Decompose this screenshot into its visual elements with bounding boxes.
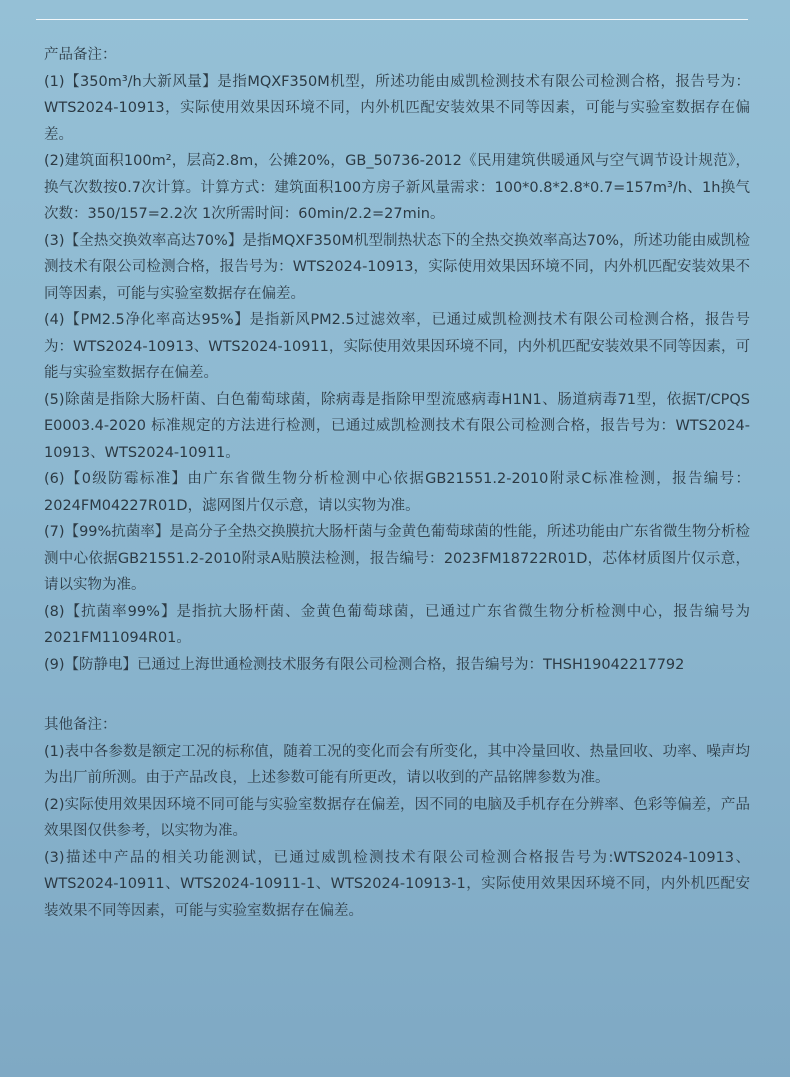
product-note-2: (2)建筑面积100m²，层高2.8m，公摊20%，GB_50736-2012《民用建筑供暖通风与空气调节设计规范》，换气次数按0.7次计算。计算方式：建筑面积100方房子新风量需求：100*0.8*2.8*0.7=157m³/h、1h换气次数：350/157=2.2次 1次所需时间：60min/2.2=27min。 (44, 153, 750, 222)
product-note-9: (9)【防静电】已通过上海世通检测技术服务有限公司检测合格，报告编号为：THSH19042217792 (44, 656, 685, 673)
section-gap (44, 678, 750, 712)
product-note-3: (3)【全热交换效率高达70%】是指MQXF350M机型制热状态下的全热交换效率高达70%，所述功能由威凯检测技术有限公司检测合格，报告号为：WTS2024-10913，实际使用效果因环境不同，内外机匹配安装效果不同等因素，可能与实验室数据存在偏差。 (44, 232, 750, 302)
product-note-4: (4)【PM2.5净化率高达95%】是指新风PM2.5过滤效率，已通过威凯检测技术有限公司检测合格，报告号为：WTS2024-10913、WTS2024-10911，实际使用效果因环境不同，内外机匹配安装效果不同等因素，可能与实验室数据存在偏差。 (44, 312, 750, 381)
other-note-2: (2)实际使用效果因环境不同可能与实验室数据存在偏差，因不同的电脑及手机存在分辨率、色彩等偏差，产品效果图仅供参考，以实物为准。 (44, 796, 750, 839)
other-note-1: (1)表中各参数是额定工况的标称值，随着工况的变化而会有所变化，其中冷量回收、热量回收、功率、噪声均为出厂前所测。由于产品改良，上述参数可能有所更改，请以收到的产品铭牌参数为准。 (44, 743, 750, 786)
product-notes-title: 产品备注： (44, 47, 117, 63)
other-notes-title: 其他备注： (44, 717, 117, 733)
product-note-8: (8)【抗菌率99%】是指抗大肠杆菌、金黄色葡萄球菌，已通过广东省微生物分析检测中心，报告编号为2021FM11094R01。 (44, 603, 750, 646)
product-note-1: (1)【350m³/h大新风量】是指MQXF350M机型，所述功能由威凯检测技术有限公司检测合格，报告号为：WTS2024-10913，实际使用效果因环境不同，内外机匹配安装效果不同等因素，可能与实验室数据存在偏差。 (44, 73, 750, 143)
other-note-3: (3)描述中产品的相关功能测试，已通过威凯检测技术有限公司检测合格报告号为:WTS2024-10913、WTS2024-10911、WTS2024-10911-1、WTS2024-10913-1，实际使用效果因环境不同，内外机匹配安装效果不同等因素，可能与实验室数据存在偏差。 (44, 849, 750, 919)
notes-container (44, 42, 750, 924)
product-note-6: (6)【0级防霉标准】由广东省微生物分析检测中心依据GB21551.2-2010附录C标准检测，报告编号：2024FM04227R01D，滤网图片仅示意，请以实物为准。 (44, 471, 750, 514)
product-note-7: (7)【99%抗菌率】是高分子全热交换膜抗大肠杆菌与金黄色葡萄球菌的性能，所述功能由广东省微生物分析检测中心依据GB21551.2-2010附录A贴膜法检测，报告编号：2023FM18722R01D，芯体材质图片仅示意，请以实物为准。 (44, 524, 750, 593)
top-divider (36, 19, 748, 20)
product-note-5: (5)除菌是指除大肠杆菌、白色葡萄球菌，除病毒是指除甲型流感病毒H1N1、肠道病毒71型，依据T/CPQS E0003.4-2020 标准规定的方法进行检测，已通过威凯检测技术有限公司检测合格，报告号为：WTS2024-10913、WTS2024-10911。 (44, 391, 750, 461)
